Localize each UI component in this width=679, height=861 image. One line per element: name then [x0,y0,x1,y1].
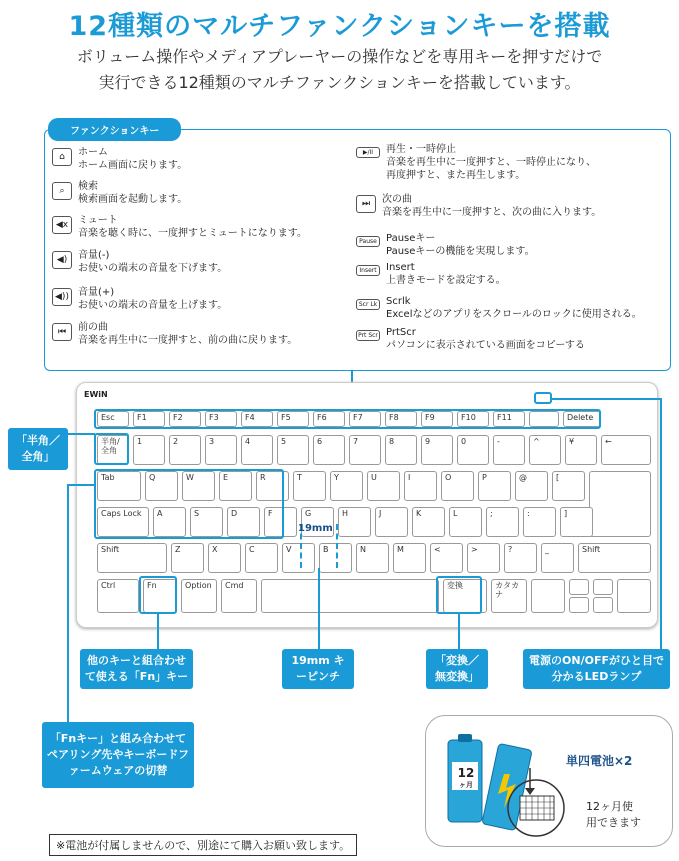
page-title: 12種類のマルチファンクションキーを搭載 [68,11,611,42]
function-desc: パソコンに表示されている画面をコピーする [386,340,585,351]
z-row-key: _ [541,543,574,573]
q-row-key: P [478,471,511,501]
function-item [356,232,535,258]
a-row-key: F [264,507,297,537]
function-desc-2: 再度押すと、また再生します。 [386,170,526,181]
bottom-row-key [531,579,565,613]
function-name: 再生・一時停止 [386,144,456,155]
a-row-key: G [301,507,334,537]
hankaku-label: 「半角／全角」 [8,428,68,470]
z-row-key: N [356,543,389,573]
led-label: 電源のON/OFFがひと目で分かるLEDランプ [523,649,670,689]
subtitle-line-1: ボリューム操作やメディアプレーヤーの操作などを専用キーを押すだけで [76,47,603,66]
fn-line [157,614,159,650]
pitch-label: 19mm キーピンチ [282,649,354,689]
function-desc: 音楽を再生中に一度押すと、前の曲に戻ります。 [78,335,298,346]
battery-usage-2: 用できます [586,816,641,829]
q-row-key: @ [515,471,548,501]
led-line-h [552,398,662,400]
q-row-key: U [367,471,400,501]
henkan-line [458,614,460,650]
battery-months-unit: ヶ月 [459,781,473,789]
panel-tag: ファンクションキー [48,118,181,141]
number-row-key: 4 [241,435,273,465]
led-highlight [534,392,552,404]
function-name: 次の曲 [382,194,412,205]
number-row-key: 2 [169,435,201,465]
function-text [78,180,187,206]
bottom-row-key: カタカナ [491,579,527,613]
number-row-key: 9 [421,435,453,465]
fn-row-key: F4 [241,411,273,427]
number-row-key: - [493,435,525,465]
number-row-key: 半角/全角 [97,435,129,465]
function-name: 検索 [78,181,98,192]
function-item [356,261,506,287]
a-row-key: A [153,507,186,537]
function-name: Scrlk [386,296,411,307]
function-desc: お使いの端末の音量を下げます。 [78,263,228,274]
function-desc: 音楽を再生中に一度押すと、一時停止になり、 [386,157,596,168]
function-name: ミュート [78,215,118,226]
q-row-key: W [182,471,215,501]
fn-key-highlight [139,576,177,614]
insert-key-icon: Insert [356,265,380,276]
number-row-key: 1 [133,435,165,465]
bottom-row-key: 変換 [443,579,487,613]
q-row-key: T [293,471,326,501]
function-item [52,180,187,206]
function-desc: お使いの端末の音量を上げます。 [78,300,228,311]
z-row-key: ? [504,543,537,573]
fn-row-highlight [94,409,601,429]
mute-icon: ◀x [52,216,72,234]
fn-row-key: F11 [493,411,525,427]
battery-usage-1: 12ヶ月使 [586,800,633,813]
function-text [386,261,506,287]
z-row-key: B [319,543,352,573]
led-line-v [660,398,662,650]
function-name: ホーム [78,147,108,158]
function-name: PrtScr [386,327,416,338]
function-text [78,321,297,347]
function-item [52,249,227,275]
function-item [356,193,601,219]
z-row-key: Shift [97,543,167,573]
bottom-row-key: Fn [143,579,177,613]
q-row-key: O [441,471,474,501]
function-item [52,321,297,347]
function-desc: ホーム画面に戻ります。 [78,160,188,171]
bottom-row-key: Cmd [221,579,257,613]
previous-track-icon: ⏮ [52,323,72,341]
z-row-key: X [208,543,241,573]
a-row-key: J [375,507,408,537]
function-text [382,193,601,219]
bottom-row-key: Ctrl [97,579,139,613]
function-item [356,326,585,352]
function-text [386,326,585,352]
battery-months: 12 [457,766,475,780]
number-row-key: ¥ [565,435,597,465]
battery-label: 単四電池×2 [566,754,633,768]
function-name: Insert [386,262,415,273]
pause-key-icon: Pause [356,236,380,247]
next-track-icon: ⏭ [356,195,376,213]
number-row-key: 0 [457,435,489,465]
q-row-key: Y [330,471,363,501]
a-row-key: D [227,507,260,537]
q-row-key: Q [145,471,178,501]
q-row-key: R [256,471,289,501]
a-row-key: ] [560,507,593,537]
function-item [52,214,307,240]
volume-down-icon: ◀) [52,251,72,269]
q-row-key: I [404,471,437,501]
brand-logo: EWiN [84,390,108,399]
function-desc: 音楽を聴く時に、一度押すとミュートになります。 [78,228,307,239]
number-row-key: 6 [313,435,345,465]
a-row-key: K [412,507,445,537]
function-desc: Pauseキーの機能を実現します。 [386,246,535,257]
bottom-row-key [617,579,651,613]
hankaku-line [67,433,95,435]
q-row-key: Tab [97,471,141,501]
function-desc: Excelなどのアプリをスクロールのロックに使用される。 [386,309,642,320]
function-desc: 検索画面を起動します。 [78,194,188,205]
z-row-key: Z [171,543,204,573]
z-row-key: Shift [578,543,651,573]
function-name: 音量(+) [78,287,115,298]
henkan-highlight [436,576,482,614]
fn-row-key: F8 [385,411,417,427]
battery-note: ※電池が付属しませんので、別途にて購入お願い致します。 [49,834,357,856]
keyboard-outline-icon [496,768,586,838]
fn-row-key: F7 [349,411,381,427]
fn-row-key: F9 [421,411,453,427]
number-row-key: 7 [349,435,381,465]
hankaku-highlight [94,433,129,465]
arrow-key [593,579,613,595]
z-row-key: > [467,543,500,573]
play-pause-icon: ▶/II [356,147,380,158]
arrow-key [569,579,589,595]
a-row-key: H [338,507,371,537]
a-row-key: : [523,507,556,537]
fn-row-key: Delete [563,411,601,427]
function-name: Pauseキー [386,233,436,244]
function-text [78,249,227,275]
function-desc: 上書きモードを設定する。 [386,275,506,286]
home-icon: ⌂ [52,148,72,166]
number-row-key: 3 [205,435,237,465]
function-text [78,146,187,172]
fn-row-key: F6 [313,411,345,427]
fn-row-key: Esc [97,411,129,427]
fn-row-key: F10 [457,411,489,427]
z-row-key: C [245,543,278,573]
function-item [356,295,642,321]
function-name: 音量(-) [78,250,110,261]
function-name: 前の曲 [78,322,108,333]
z-row-key: < [430,543,463,573]
print-screen-key-icon: Prt Scr [356,330,380,341]
enter-key [589,471,651,537]
number-row-key: ← [601,435,651,465]
function-text [386,232,535,258]
fn-row-key: F5 [277,411,309,427]
number-row-key: ^ [529,435,561,465]
fn-combo-label: 他のキーと組合わせて使える「Fn」キー [80,649,193,689]
fn-row-key: F2 [169,411,201,427]
function-text [78,214,307,240]
q-row-key: [ [552,471,585,501]
a-row-key: Caps Lock [97,507,149,537]
function-text [78,286,227,312]
function-text [386,295,642,321]
z-row-key: V [282,543,315,573]
henkan-label: 「変換／無変換」 [426,649,488,689]
arrow-key [569,597,589,613]
pairing-line-v [67,484,69,724]
bottom-row-key [261,579,439,613]
pitch-value: 19mm [298,523,333,534]
function-item [356,143,596,182]
pitch-line [318,568,320,650]
z-row-key: M [393,543,426,573]
fn-row-key: F3 [205,411,237,427]
function-item [52,146,187,172]
pairing-line-h [67,484,95,486]
search-icon: ⌕ [52,182,72,200]
volume-up-icon: ◀)) [52,288,72,306]
battery-box [425,715,673,847]
fn-pairing-label: 「Fnキー」と組み合わせてペアリング先やキーボードファームウェアの切替 [42,722,194,788]
a-row-key: ; [486,507,519,537]
number-row-key: 8 [385,435,417,465]
subtitle-line-2: 実行できる12種類のマルチファンクションキーを搭載しています。 [98,73,581,92]
q-row-key: E [219,471,252,501]
a-row-key: S [190,507,223,537]
pairing-keys-highlight [94,469,284,539]
number-row-key: 5 [277,435,309,465]
scroll-lock-key-icon: Scr Lk [356,299,380,310]
function-item [52,286,227,312]
fn-row-key: F1 [133,411,165,427]
function-desc: 音楽を再生中に一度押すと、次の曲に入ります。 [382,207,602,218]
arrow-key [593,597,613,613]
function-text [386,143,596,182]
bottom-row-key: Option [181,579,217,613]
a-row-key: L [449,507,482,537]
